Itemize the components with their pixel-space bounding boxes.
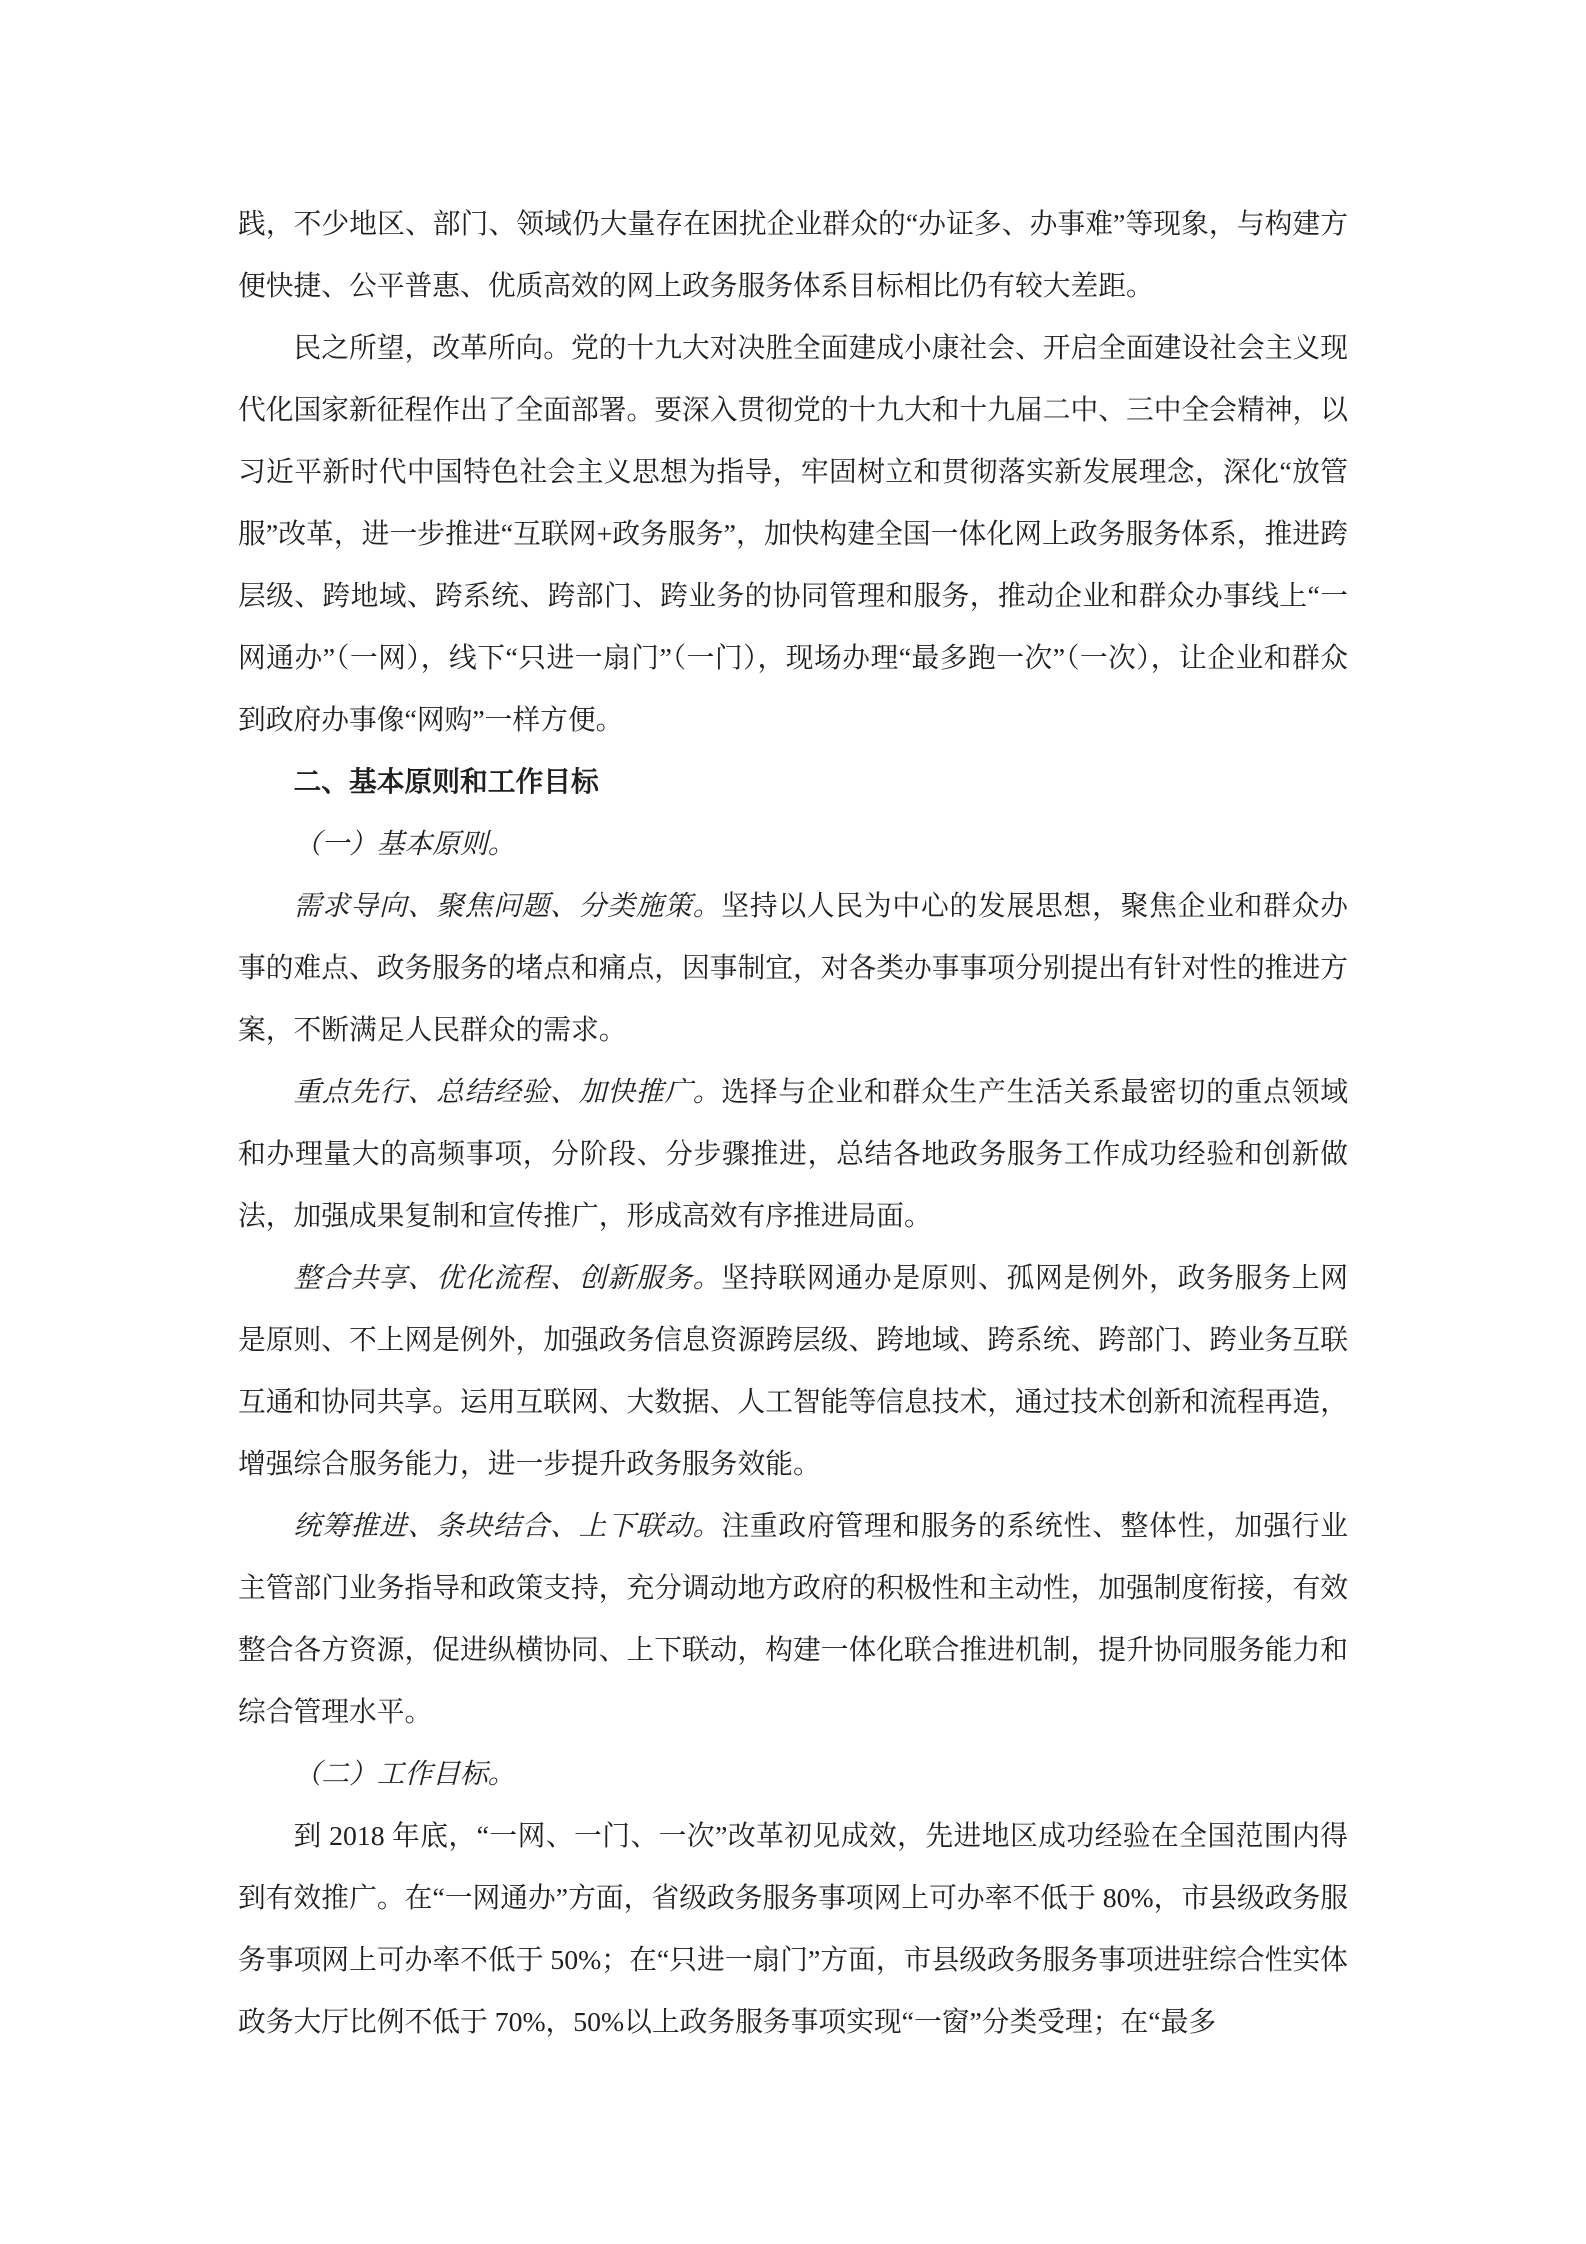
principle-lead-in: 整合共享、优化流程、创新服务。 [293, 1263, 722, 1294]
paragraph-principle-2 [238, 1062, 1348, 1248]
document-body [238, 194, 1348, 2054]
paragraph: 民之所望，改革所向。党的十九大对决胜全面建成小康社会、开启全面建设社会主义现代化国家新征程作出了全面部署。要深入贯彻党的十九大和十九届二中、三中全会精神，以习近平新时代中国特色社会主义思想为指导，牢固树立和贯彻落实新发展理念，深化“放管服”改革，进一步推进“互联网+政务服务”，加快构建全国一体化网上政务服务体系，推进跨层级、跨地域、跨系统、跨部门、跨业务的协同管理和服务，推动企业和群众办事线上“一网通办”（一网），线下“只进一扇门”（一门），现场办理“最多跑一次”（一次），让企业和群众到政府办事像“网购”一样方便。 [238, 333, 1349, 736]
paragraph-continuation: 践，不少地区、部门、领域仍大量存在困扰企业群众的“办证多、办事难”等现象，与构建方便快捷、公平普惠、优质高效的网上政务服务体系目标相比仍有较大差距。 [238, 209, 1348, 302]
principle-lead-in: 需求导向、聚焦问题、分类施策。 [293, 891, 722, 922]
paragraph-goals: 到 2018 年底，“一网、一门、一次”改革初见成效，先进地区成功经验在全国范围内得到有效推广。在“一网通办”方面，省级政务服务事项网上可办率不低于 80%，市县级政务服务事项网上可办率不低于 50%；在“只进一扇门”方面，市县级政务服务事项进驻综合性实体政务大厅比例不低于 70%，50%以上政务服务事项实现“一窗”分类受理；在“最多 [238, 1821, 1348, 2038]
paragraph-text: 选择与企业和群众生产生活关系最密切的重点领域和办理量大的高频事项，分阶段、分步骤推进，总结各地政务服务工作成功经验和创新做法，加强成果复制和宣传推广，形成高效有序推进局面。 [238, 1077, 1348, 1232]
subsection-heading-basic-principles: （一）基本原则。 [293, 829, 516, 860]
paragraph-text: 坚持联网通办是原则、孤网是例外，政务服务上网是原则、不上网是例外，加强政务信息资源跨层级、跨地域、跨系统、跨部门、跨业务互联互通和协同共享。运用互联网、大数据、人工智能等信息技术，通过技术创新和流程再造，增强综合服务能力，进一步提升政务服务效能。 [238, 1263, 1349, 1480]
paragraph-principle-1 [238, 876, 1348, 1062]
paragraph-text: 注重政府管理和服务的系统性、整体性，加强行业主管部门业务指导和政策支持，充分调动地方政府的积极性和主动性，加强制度衔接，有效整合各方资源，促进纵横协同、上下联动，构建一体化联合推进机制，提升协同服务能力和综合管理水平。 [238, 1511, 1349, 1728]
subsection-heading-work-goals: （二）工作目标。 [293, 1759, 516, 1790]
paragraph-text: 坚持以人民为中心的发展思想，聚焦企业和群众办事的难点、政务服务的堵点和痛点，因事制宜，对各类办事事项分别提出有针对性的推进方案，不断满足人民群众的需求。 [238, 891, 1349, 1046]
paragraph-principle-3 [238, 1248, 1348, 1496]
section-heading: 二、基本原则和工作目标 [293, 767, 599, 798]
principle-lead-in: 重点先行、总结经验、加快推广。 [293, 1077, 722, 1108]
principle-lead-in: 统筹推进、条块结合、上下联动。 [293, 1511, 722, 1542]
paragraph-principle-4 [238, 1496, 1348, 1744]
